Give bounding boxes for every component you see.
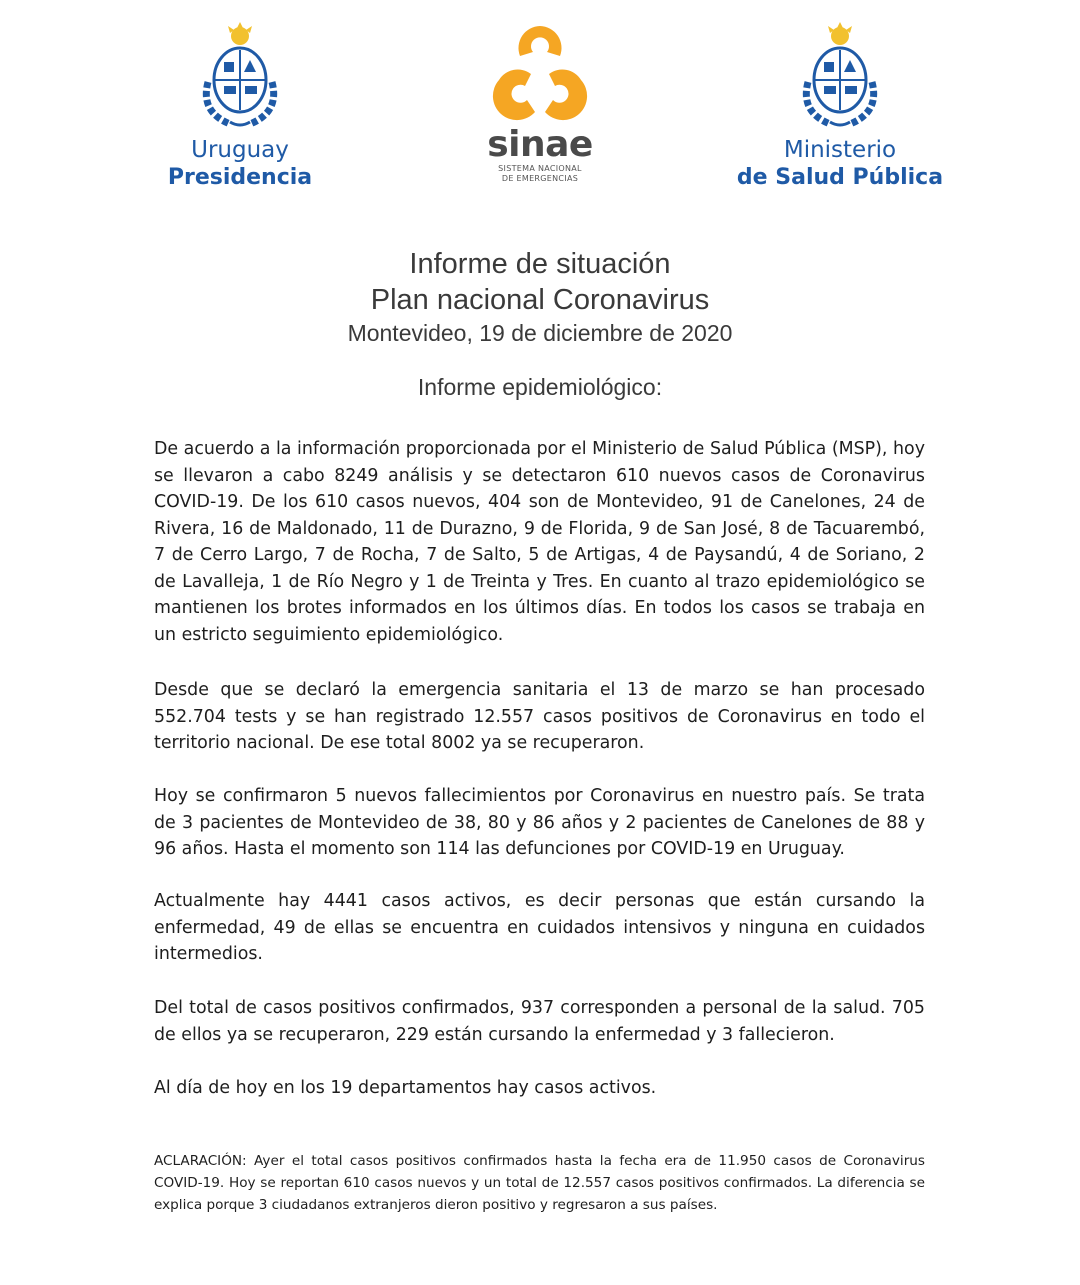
- paragraph-active-cases: Actualmente hay 4441 casos activos, es decir personas que están cursando la enfermedad, 49 de ellas se encuentra en cuidados intensivos y ninguna en cuidados intermedios.: [154, 891, 925, 964]
- presidencia-line2: Presidencia: [167, 165, 313, 190]
- report-title: Informe de situación: [409, 248, 671, 280]
- paragraph-new-cases: De acuerdo a la información proporcionada por el Ministerio de Salud Pública (MSP), hoy se llevaron a cabo 8249 análisis y se detectaron 610 nuevos casos de Coronavirus COVID-19. De los 610 casos nuevos, 404 son de Montevideo, 91 de Canelones, 24 de Rivera, 16 de Maldonado, 11 de Durazno, 9 de Florida, 9 de San José, 8 de Tacuarembó, 7 de Cerro Largo, 7 de Rocha, 7 de Salto, 5 de Artigas, 4 de Paysandú, 4 de Soriano, 2 de Lavalleja, 1 de Río Negro y 1 de Treinta y Tres. En cuanto al trazo epidemiológico se mantienen los brotes informados en los últimos días. En todos los casos se trabaja en un estricto seguimiento epidemiológico.: [154, 439, 925, 645]
- sinae-subtitle-2: DE EMERGENCIAS: [501, 174, 579, 183]
- report-title-block: [0, 246, 1080, 348]
- sinae-logo-icon: [485, 22, 595, 122]
- paragraph-totals: Desde que se declaró la emergencia sanitaria el 13 de marzo se han procesado 552.704 tests y se han registrado 12.557 casos positivos de Coronavirus en todo el territorio nacional. De ese total 8002 ya se recuperaron.: [154, 680, 925, 753]
- sinae-subtitle-1: SISTEMA NACIONAL: [498, 164, 582, 173]
- paragraph-deaths: Hoy se confirmaron 5 nuevos fallecimientos por Coronavirus en nuestro país. Se trata de 3 pacientes de Montevideo de 38, 80 y 86 años y 2 pacientes de Canelones de 88 y 96 años. Hasta el momento son 114 las defunciones por COVID-19 en Uruguay.: [154, 786, 925, 859]
- uruguay-coat-of-arms-icon: [790, 22, 890, 132]
- presidencia-logo: [150, 22, 330, 192]
- paragraph-health-staff: Del total de casos positivos confirmados, 937 corresponden a personal de la salud. 705 de ellos ya se recuperaron, 229 están cursando la enfermedad y 3 fallecieron.: [154, 998, 925, 1045]
- msp-line2: de Salud Pública: [736, 165, 944, 190]
- sinae-logo: [470, 22, 610, 184]
- uruguay-coat-of-arms-icon: [190, 22, 290, 132]
- section-title: Informe epidemiológico:: [417, 374, 663, 400]
- report-subtitle: Plan nacional Coronavirus: [370, 284, 710, 316]
- presidencia-line1: Uruguay: [191, 137, 289, 163]
- clarification-note: ACLARACIÓN: Ayer el total casos positivos confirmados hasta la fecha era de 11.950 casos de Coronavirus COVID-19. Hoy se reportan 610 casos nuevos y un total de 12.557 casos positivos confirmados. La diferencia se explica porque 3 ciudadanos extranjeros dieron positivo y regresaron a sus países.: [154, 1153, 925, 1213]
- msp-logo: [720, 22, 960, 192]
- report-date: Montevideo, 19 de diciembre de 2020: [347, 320, 733, 346]
- paragraph-departments: Al día de hoy en los 19 departamentos hay casos activos.: [154, 1078, 657, 1098]
- sinae-wordmark: sinae: [487, 124, 593, 165]
- msp-line1: Ministerio: [783, 137, 897, 163]
